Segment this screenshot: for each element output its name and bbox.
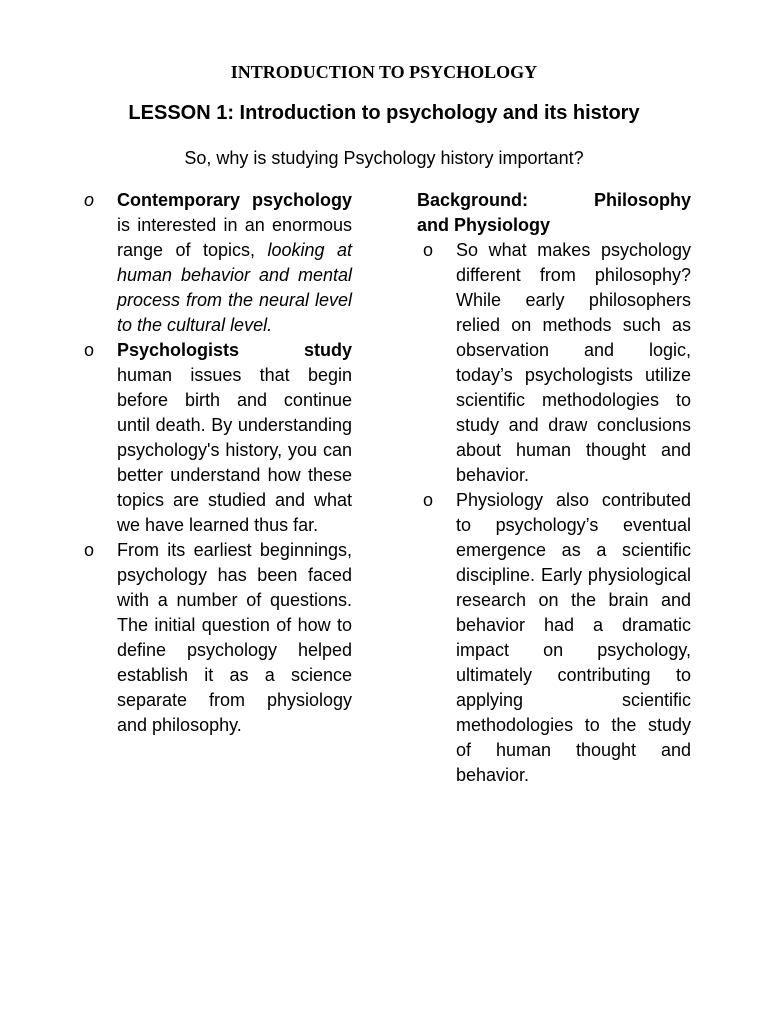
- bullet-marker: o: [84, 190, 95, 210]
- list-item: [84, 538, 352, 738]
- item-text: So what makes psychology different from philosophy? While early philosophers relied on methods such as observation and logic, today’s psychologists utilize scientific methodologies to study and draw conclusions about human thought and behavior.: [456, 240, 691, 485]
- item-italic-text: looking at human behavior and mental process from the neural level to the cultural level.: [117, 240, 352, 335]
- item-bold-text: Psychologists study: [117, 340, 352, 360]
- list-item: [417, 238, 691, 488]
- item-plain-text: is interested in an enormous range of topics,: [117, 215, 352, 260]
- list-item: [84, 338, 352, 538]
- list-item: [417, 488, 691, 788]
- item-bold-text: Contemporary psychology: [117, 190, 352, 210]
- right-column: [417, 188, 691, 788]
- section-heading-line: and Physiology: [417, 215, 551, 235]
- bullet-marker: o: [84, 340, 95, 360]
- bullet-marker: o: [423, 490, 434, 510]
- lesson-title: LESSON 1: Introduction to psychology and its history: [128, 102, 640, 124]
- document-title: INTRODUCTION TO PSYCHOLOGY: [230, 62, 538, 82]
- item-plain-text: human issues that begin before birth and continue until death. By understanding psychology's history, you can better understand how these topics are studied and what we have learned thus far.: [117, 365, 352, 535]
- item-text: [117, 188, 352, 338]
- left-column: [84, 188, 352, 738]
- item-text: [117, 338, 352, 538]
- bullet-marker: o: [84, 540, 95, 560]
- question-line: So, why is studying Psychology history important?: [184, 148, 584, 168]
- list-item: [84, 188, 352, 338]
- bullet-marker: o: [423, 240, 434, 260]
- item-text: Physiology also contributed to psychology’s eventual emergence as a scientific discipline. Early physiological research on the brain and behavior had a dramatic impact on psychology, ultimately contributing to applying scientific methodologies to the study of human thought and behavior.: [456, 490, 691, 785]
- section-heading-line: Background: Philosophy: [417, 190, 691, 210]
- section-heading: [417, 188, 691, 238]
- item-text: From its earliest beginnings, psychology has been faced with a number of questions. The initial question of how to define psychology helped establish it as a science separate from physiology and philosophy.: [117, 540, 352, 735]
